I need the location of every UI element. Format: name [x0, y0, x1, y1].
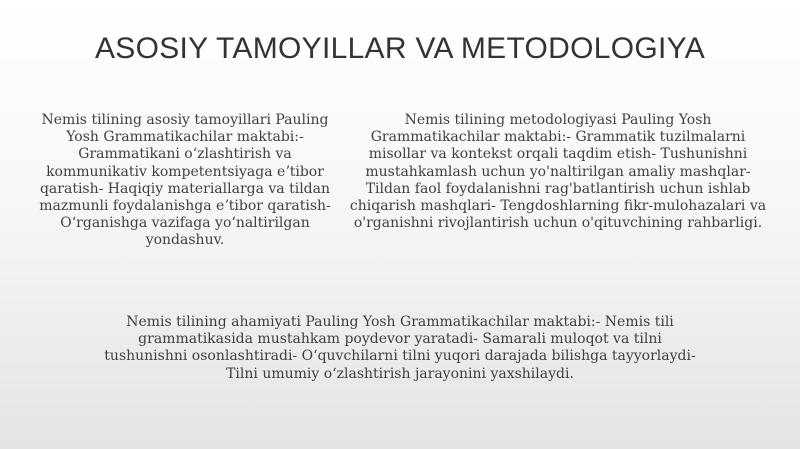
principles-text: Nemis tilining asosiy tamoyillari Pauling Yosh Grammatikachilar maktabi:- Grammatikani oʻzlashtirish va kommunikativ kompetentsiyaga eʼtibor qaratish- Haqiqiy materiallarga va tildan mazmunli foydalanishga eʼtibor qaratish- Oʻrganishga vazifaga yoʻnaltirilgan yondashuv. [39, 112, 331, 249]
methodology-text: Nemis tilining metodologiyasi Pauling Yosh Grammatikachilar maktabi:- Grammatik tuzilmalarni misollar va kontekst orqali taqdim etish- Tushunishni mustahkamlash uchun yo'naltirilgan amaliy mashqlar- Tildan faol foydalanishni rag'batlantirish uchun ishlab chiqarish mashqlari- Tengdoshlarning fikr-mulohazalari va o'rganishni rivojlantirish uchun o'qituvchining rahbarligi. [349, 112, 767, 232]
slide-title: ASOSIY TAMOYILLAR VA METODOLOGIYA [94, 32, 706, 65]
importance-text: Nemis tilining ahamiyati Pauling Yosh Grammatikachilar maktabi:- Nemis tili grammatikasida mustahkam poydevor yaratadi- Samarali muloqot va tilni tushunishni osonlashtiradi- Oʻquvchilarni tilni yuqori darajada bilishga tayyorlaydi- Tilni umumiy oʻzlashtirish jarayonini yaxshilaydi. [104, 314, 696, 382]
